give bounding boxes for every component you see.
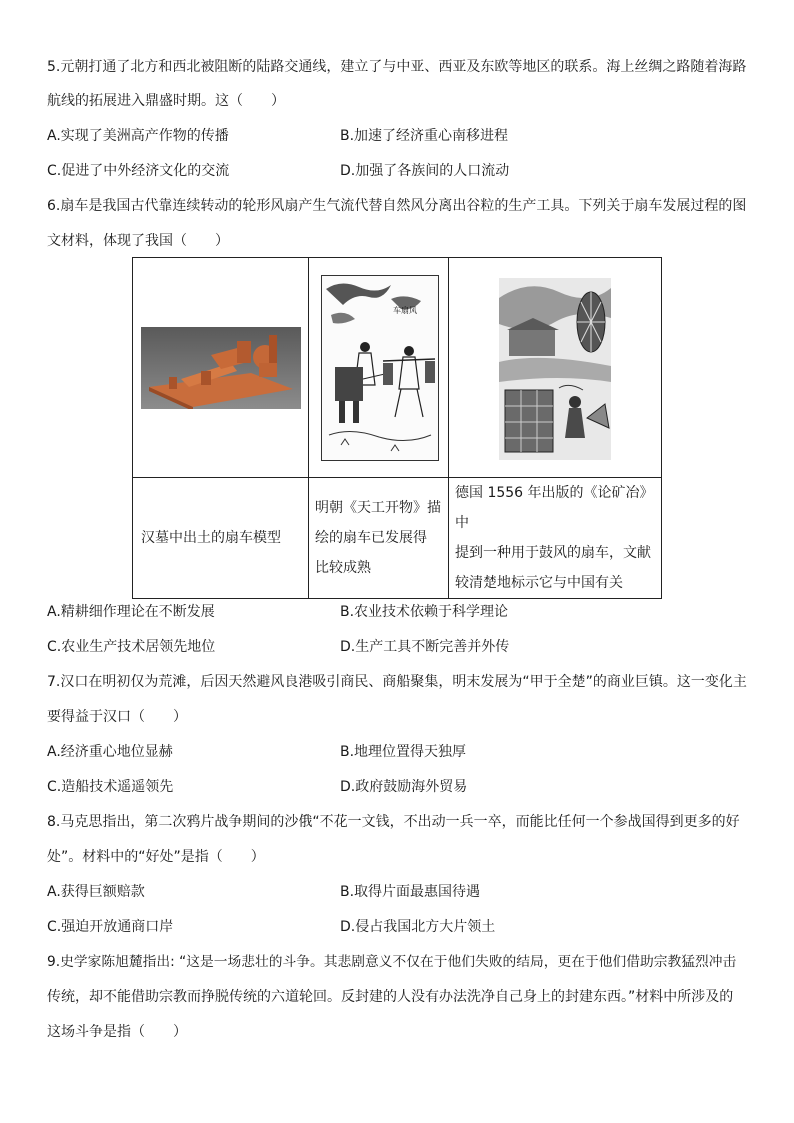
- caption-cell-tiangong: [309, 478, 449, 599]
- de-re-metallica-woodcut-cell: [449, 258, 662, 478]
- han-model-photo-cell: [133, 258, 309, 478]
- woodcut-title-text: 车扇风: [393, 306, 417, 315]
- caption-tiangong-line2: 绘的扇车已发展得: [315, 530, 427, 546]
- tiangong-woodcut-cell: [309, 258, 449, 478]
- q8-stem-line1: 8.马克思指出，第二次鸦片战争期间的沙俄“不花一文钱，不出动一兵一卒，而能比任何一个参战国得到更多的好: [47, 814, 740, 830]
- q8-stem-line2: 处”。材料中的“好处”是指（ ）: [47, 849, 265, 865]
- han-tomb-winnower-model-photo: [141, 327, 301, 409]
- q8-option-d: D.侵占我国北方大片领土: [340, 919, 496, 935]
- q9-stem-line2: 传统，却不能借助宗教而挣脱传统的六道轮回。反封建的人没有办法洗净自己身上的封建东西。”材料中所涉及的: [47, 989, 734, 1005]
- q6-stem-line1: 6.扇车是我国古代靠连续转动的轮形风扇产生气流代替自然风分离出谷粒的生产工具。下列关于扇车发展过程的图: [47, 198, 747, 214]
- q6-option-b: B.农业技术依赖于科学理论: [340, 604, 509, 620]
- q7-option-b: B.地理位置得天独厚: [340, 744, 467, 760]
- q8-option-c: C.强迫开放通商口岸: [47, 919, 174, 935]
- caption-tiangong-line1: 明朝《天工开物》描: [315, 500, 441, 516]
- q5-stem-line2: 航线的拓展进入鼎盛时期。这（ ）: [47, 93, 285, 109]
- q7-option-a: A.经济重心地位显赫: [47, 744, 173, 760]
- caption-german-line2: 提到一种用于鼓风的扇车，文献: [455, 545, 651, 561]
- q7-stem-line2: 要得益于汉口（ ）: [47, 709, 187, 725]
- q7-option-d: D.政府鼓励海外贸易: [340, 779, 468, 795]
- de-re-metallica-bellows-woodcut: [499, 278, 611, 460]
- q7-stem-line1: 7.汉口在明初仅为荒滩，后因天然避风良港吸引商民、商船聚集，明末发展为“甲于全楚”的商业巨镇。这一变化主: [47, 674, 747, 690]
- q5-option-a: A.实现了美洲高产作物的传播: [47, 128, 229, 144]
- q9-stem-line3: 这场斗争是指（ ）: [47, 1024, 187, 1040]
- q6-option-c: C.农业生产技术居领先地位: [47, 639, 216, 655]
- q6-option-d: D.生产工具不断完善并外传: [340, 639, 510, 655]
- caption-german-line1: 德国 1556 年出版的《论矿冶》中: [455, 485, 654, 531]
- caption-cell-de-re-metallica: [449, 478, 662, 599]
- q5-option-c: C.促进了中外经济文化的交流: [47, 163, 230, 179]
- caption-tiangong-line3: 比较成熟: [315, 560, 371, 576]
- q6-material-table: [132, 257, 662, 599]
- q8-option-b: B.取得片面最惠国待遇: [340, 884, 481, 900]
- caption-han-model: 汉墓中出土的扇车模型: [141, 530, 281, 546]
- q5-option-b: B.加速了经济重心南移进程: [340, 128, 509, 144]
- q6-stem-line2: 文材料，体现了我国（ ）: [47, 233, 229, 249]
- q7-option-c: C.造船技术遥遥领先: [47, 779, 174, 795]
- caption-german-line3: 较清楚地标示它与中国有关: [455, 575, 623, 591]
- q9-stem-line1: 9.史学家陈旭麓指出: “这是一场悲壮的斗争。其悲剧意义不仅在于他们失败的结局，更在于他们借助宗教猛烈冲击: [47, 954, 737, 970]
- q6-option-a: A.精耕细作理论在不断发展: [47, 604, 215, 620]
- caption-cell-han: [133, 478, 309, 599]
- q8-option-a: A.获得巨额赔款: [47, 884, 145, 900]
- q5-stem-line1: 5.元朝打通了北方和西北被阻断的陆路交通线，建立了与中亚、西亚及东欧等地区的联系。海上丝绸之路随着海路: [47, 59, 747, 75]
- q5-option-d: D.加强了各族间的人口流动: [340, 163, 510, 179]
- tiangong-kaiwu-winnower-woodcut: [321, 275, 439, 461]
